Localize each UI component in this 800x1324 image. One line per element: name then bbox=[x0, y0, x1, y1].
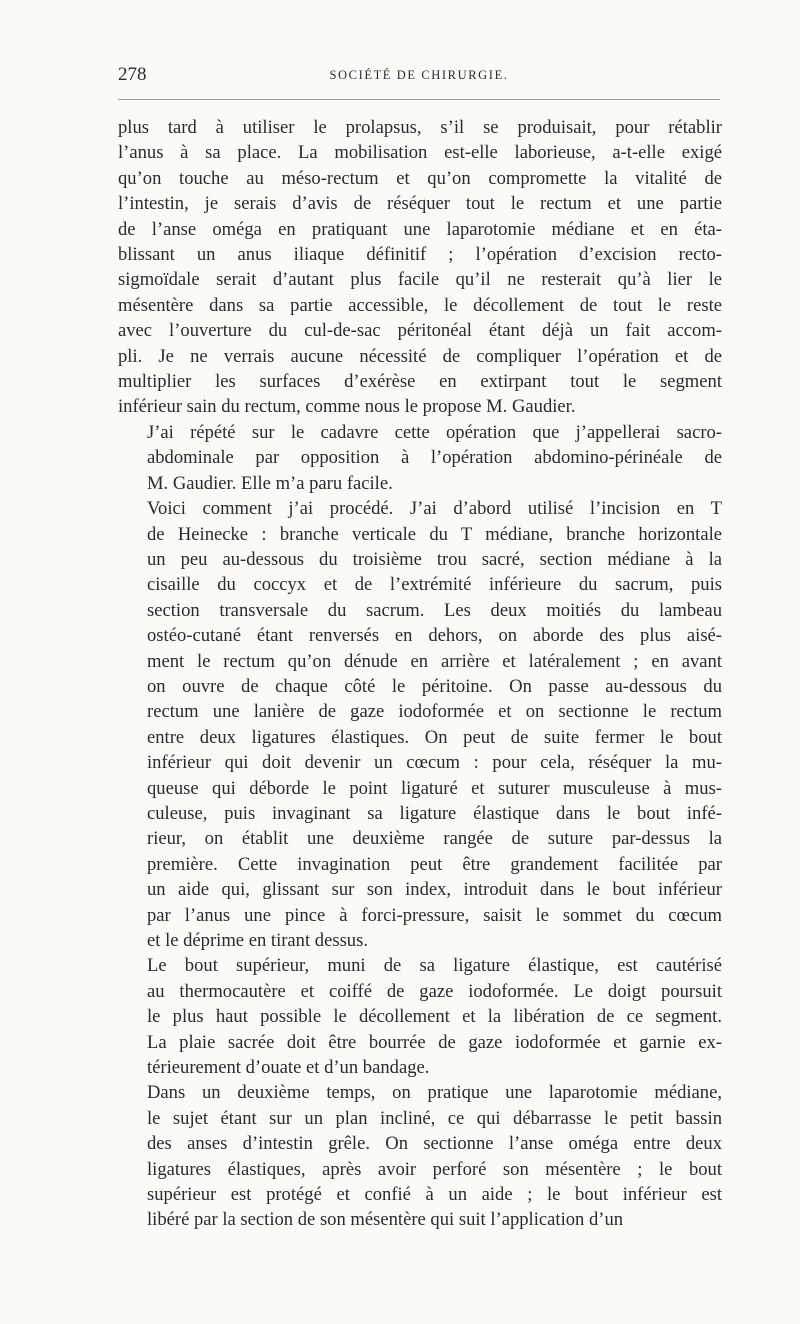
running-head bbox=[118, 58, 720, 92]
paragraph bbox=[118, 420, 722, 496]
text-line: queuse qui déborde le point ligaturé et suturer musculeuse à mus- bbox=[147, 777, 722, 799]
text-line: inférieur sain du rectum, comme nous le propose M. Gaudier. bbox=[118, 396, 576, 418]
text-line: première. Cette invagination peut être grandement facilitée par bbox=[147, 853, 722, 875]
paragraph bbox=[118, 115, 722, 420]
text-line: inférieur qui doit devenir un cœcum : pour cela, réséquer la mu- bbox=[147, 752, 722, 774]
text-line: mésentère dans sa partie accessible, le décollement de tout le reste bbox=[118, 294, 722, 316]
text-line: térieurement d’ouate et d’un bandage. bbox=[147, 1057, 430, 1079]
text-line: ostéo-cutané étant renversés en dehors, on aborde des plus aisé- bbox=[147, 625, 722, 647]
text-line: M. Gaudier. Elle m’a paru facile. bbox=[147, 472, 393, 494]
text-line: et le déprime en tirant dessus. bbox=[147, 930, 368, 951]
text-line: ment le rectum qu’on dénude en arrière et latéralement ; en avant bbox=[147, 650, 722, 672]
text-line: cisaille du coccyx et de l’extrémité inférieure du sacrum, puis bbox=[147, 574, 722, 596]
page-number: 278 bbox=[118, 64, 147, 85]
text-line: au thermocautère et coiffé de gaze iodoformée. Le doigt poursuit bbox=[147, 980, 722, 1002]
text-line: par l’anus une pince à forci-pressure, saisit le sommet du cœcum bbox=[147, 904, 722, 926]
text-line: culeuse, puis invaginant sa ligature élastique dans le bout infé- bbox=[147, 802, 722, 824]
text-line: ligatures élastiques, après avoir perforé son mésentère ; le bout bbox=[147, 1158, 722, 1180]
text-line: avec l’ouverture du cul-de-sac péritonéal étant déjà un fait accom- bbox=[118, 320, 722, 342]
text-line: Dans un deuxième temps, on pratique une laparotomie médiane, bbox=[147, 1082, 722, 1104]
text-line: blissant un anus iliaque définitif ; l’opération d’excision recto- bbox=[118, 244, 722, 266]
text-line: libéré par la section de son mésentère qui suit l’application d’un bbox=[147, 1209, 624, 1231]
text-line: supérieur est protégé et confié à un aide ; le bout inférieur est bbox=[147, 1184, 722, 1206]
text-line: le sujet étant sur un plan incliné, ce qui débarrasse le petit bassin bbox=[147, 1107, 722, 1129]
text-line: de Heinecke : branche verticale du T médiane, branche horizontale bbox=[147, 523, 722, 545]
text-line: l’intestin, je serais d’avis de réséquer tout le rectum et une partie bbox=[118, 193, 722, 215]
text-line: rectum une lanière de gaze iodoformée et on sectionne le rectum bbox=[147, 701, 722, 723]
header-rule bbox=[118, 99, 720, 100]
text-line: multiplier les surfaces d’exérèse en extirpant tout le segment bbox=[118, 371, 722, 393]
text-line: J’ai répété sur le cadavre cette opération que j’appellerai sacro- bbox=[147, 421, 722, 443]
article-body bbox=[118, 115, 722, 1233]
text-line: La plaie sacrée doit être bourrée de gaze iodoformée et garnie ex- bbox=[147, 1031, 722, 1053]
text-line: un peu au-dessous du troisième trou sacré, section médiane à la bbox=[147, 548, 722, 570]
text-line: Le bout supérieur, muni de sa ligature élastique, est cautérisé bbox=[147, 955, 722, 977]
text-line: des anses d’intestin grêle. On sectionne l’anse oméga entre deux bbox=[147, 1133, 722, 1155]
text-line: rieur, on établit une deuxième rangée de suture par-dessus la bbox=[147, 828, 722, 850]
text-line: l’anus à sa place. La mobilisation est-elle laborieuse, a-t-elle exigé bbox=[118, 142, 722, 164]
text-line: on ouvre de chaque côté le péritoine. On passe au-dessous du bbox=[147, 675, 722, 697]
text-line: de l’anse oméga en pratiquant une laparotomie médiane et en éta- bbox=[118, 218, 722, 240]
paragraph bbox=[118, 496, 722, 953]
text-line: plus tard à utiliser le prolapsus, s’il se produisait, pour rétablir bbox=[118, 117, 722, 138]
text-line: abdominale par opposition à l’opération abdomino-périnéale de bbox=[147, 447, 722, 469]
text-line: pli. Je ne verrais aucune nécessité de compliquer l’opération et de bbox=[118, 345, 722, 367]
paragraph bbox=[118, 1080, 722, 1232]
text-line: section transversale du sacrum. Les deux moitiés du lambeau bbox=[147, 599, 722, 621]
paragraph bbox=[118, 953, 722, 1080]
text-line: sigmoïdale serait d’autant plus facile qu’il ne resterait qu’à lier le bbox=[118, 269, 722, 291]
text-line: un aide qui, glissant sur son index, introduit dans le bout inférieur bbox=[147, 879, 722, 901]
text-line: entre deux ligatures élastiques. On peut de suite fermer le bout bbox=[147, 726, 722, 748]
text-line: Voici comment j’ai procédé. J’ai d’abord utilisé l’incision en T bbox=[147, 498, 722, 520]
text-line: le plus haut possible le décollement et la libération de ce segment. bbox=[147, 1006, 722, 1028]
journal-title: SOCIÉTÉ DE CHIRURGIE. bbox=[329, 68, 509, 82]
text-line: qu’on touche au méso-rectum et qu’on compromette la vitalité de bbox=[118, 167, 722, 189]
